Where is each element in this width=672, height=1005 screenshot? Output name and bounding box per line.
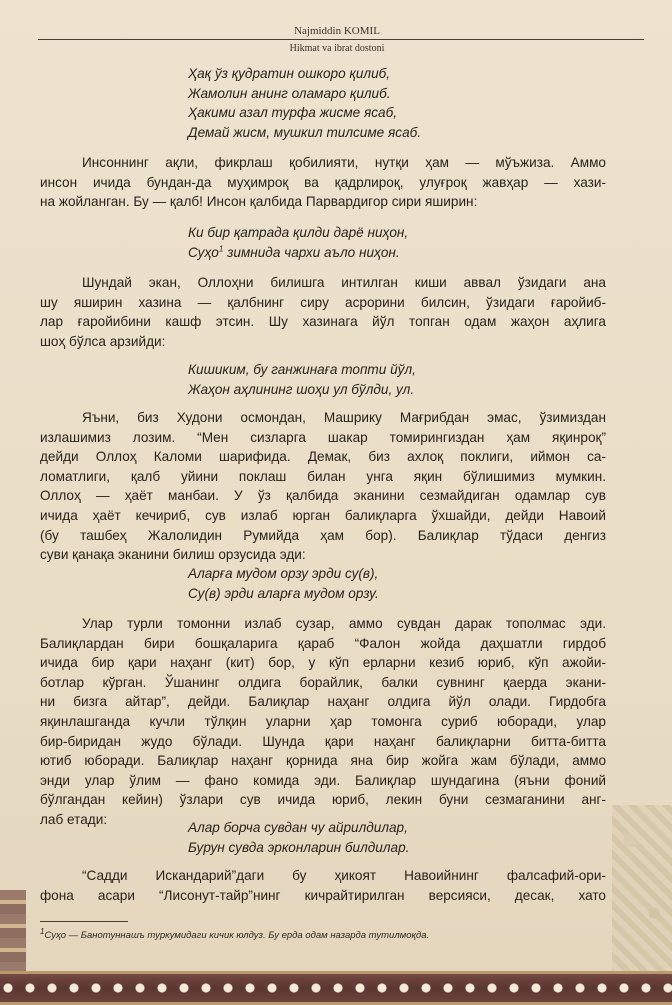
verse-line: Аларға мудом орзу эрди су(в), [188,566,379,581]
verse-line: Жамолин анинг оламаро қилиб. [188,85,391,101]
text-line: Инсоннинг ақли, фикрлаш қобилияти, нутқи ҳам — мўъжиза. Аммо [82,155,606,170]
text-line: ичида ҳаёт кечириб, сув излаб юрган балиқларга ўхшайди, дейди Навоий [40,507,606,523]
text-line: энди улар ўлим — фано комида эди. Балиқлар шундагина (яъни фоний [40,772,606,788]
header-author: Najmiddin KOMIL [294,25,380,37]
text-line: ни бизга айтар”, дейди. Балиқлар наҳанг олдига йўл олади. Гирдобга [40,694,606,710]
text-line: лар ғаройибини кашф этсин. Шу хазинага йўл топган одам жаҳон аҳлига [40,314,606,330]
verse-line: Алар борча сувдан чу айрилдилар, [188,820,408,835]
footnote-text: Суҳо — Банотуннашъ туркумидаги кичик юлдуз. Бу ерда одам назарда тутилмоқда. [44,930,430,941]
verse-line: Ҳакими азал турфа жисме ясаб, [188,105,398,121]
text-line: Улар турли томонни излаб сузар, аммо сувдан дарак тополмас эди. [82,616,606,631]
text-line: Балиқлардан бири бошқаларига қараб “Фалон жойда даҳшатли гирдоб [40,635,606,651]
paragraph-5 [40,866,606,905]
paragraph-2 [40,273,606,351]
verse-5 [188,818,608,857]
text-line: дейди Оллоҳ Каломи шарифида. Демак, биз ахлоқ поклиги, иймон са- [40,449,606,465]
text-line: Шундай экан, Оллоҳни билишга интилган киши аввал ўзидаги ана [82,275,606,290]
text-line: бир-биридан жудо бўлади. Шунда қари наҳанг балиқларни битта-битта [40,733,606,749]
text-line: бўлгандан кейин) ўзлари сув ичида юриб, лекин буни сезмаганини анг- [40,792,606,808]
text-line: лаб етади: [40,811,108,827]
verse-word: зимнида чархи аъло ниҳон. [227,244,400,260]
text-line: суви қанақа эканини билиш орзусида эди: [40,547,306,563]
text-line: Оллоҳ — ҳаёт манбаи. У ўз қалбида эканини сезмайдиган одамлар сув [40,488,606,504]
verse-1 [188,64,608,142]
footnote [40,926,430,941]
text-line: ютиб юборади. Балиқлар наҳанг қорнида яна бир жойга жам бўлади, аммо [40,753,606,769]
paragraph-1 [40,153,606,212]
footnote-mark: 1 [40,926,45,936]
verse-line: Жаҳон аҳлининг шоҳи ул бўлди, ул. [188,381,415,397]
footnote-divider [40,921,128,922]
verse-line: Демай жисм, мушкил тилсиме ясаб. [188,124,422,140]
text-line: шу яширин хазина — қалбнинг сиру асрорини билсин, ўзидаги ғаройиб- [40,294,606,310]
header-book-title: Hikmat va ibrat dostoni [289,43,385,54]
verse-line: Су(в) эрди аларға мудом орзу. [188,585,379,601]
footnote-ref[interactable]: 1 [218,244,224,254]
verse-line: Бурун сувда эрконларин билдилар. [188,839,410,855]
verse-2 [188,223,608,262]
paragraph-4 [40,614,606,830]
text-line: (бу ташбеҳ Жалолидин Румийда ҳам бор). Балиқлар тўдаси денгиз [40,527,606,543]
text-line: Яъни, биз Худони осмондан, Машрику Мағрибдан эмас, ўзимиздан [82,410,606,425]
verse-4 [188,564,608,603]
verse-line: Ки бир қатрада қилди дарё ниҳон, [188,225,409,240]
text-line: яқинлашганда кучли тўлқин уларни ҳар томонга суриб юборади, улар [40,713,606,729]
decorative-ornament [612,805,672,985]
text-line: ботлар кўрган. Ўшанинг олдига борайлик, балки сувнинг қаерда экани- [40,674,606,690]
text-line: шоҳ бўлса арзийди: [40,333,166,349]
text-line: излашимиз лозим. “Мен сизларга шакар томирингиздан ҳам яқинроқ” [40,429,606,445]
text-line: фона асари “Лисонут-тайр”нинг кичрайтирилган версияси, десак, хато [40,887,606,903]
text-line: “Садди Искандарий”даги бу ҳикоят Навоийнинг фалсафий-ори- [82,868,606,883]
verse-line: Кишиким, бу ганжинаға топти йўл, [188,362,416,377]
verse-line: Ҳақ ўз қудратин ошкоро қилиб, [188,66,391,81]
text-line: инсон ичида бундан-да муҳимроқ ва қадрлироқ, улуғроқ жавҳар — хази- [40,174,606,190]
header-divider [38,39,644,40]
verse-word: Суҳо [188,244,219,260]
text-line: ичида бир қари наҳанг (кит) бор, у кўп ерларни кезиб юриб, кўп ажойи- [40,655,606,671]
decorative-border-bottom [0,971,672,1005]
text-line: на жойланган. Бу — қалб! Инсон қалбида Парвардигор сири яширин: [40,194,478,210]
verse-line [188,243,608,263]
text-line: ломатлиги, қалб уйини поклаш билан унга яқин бўлишимиз мумкин. [40,468,606,484]
verse-3 [188,360,608,399]
paragraph-3 [40,408,606,565]
